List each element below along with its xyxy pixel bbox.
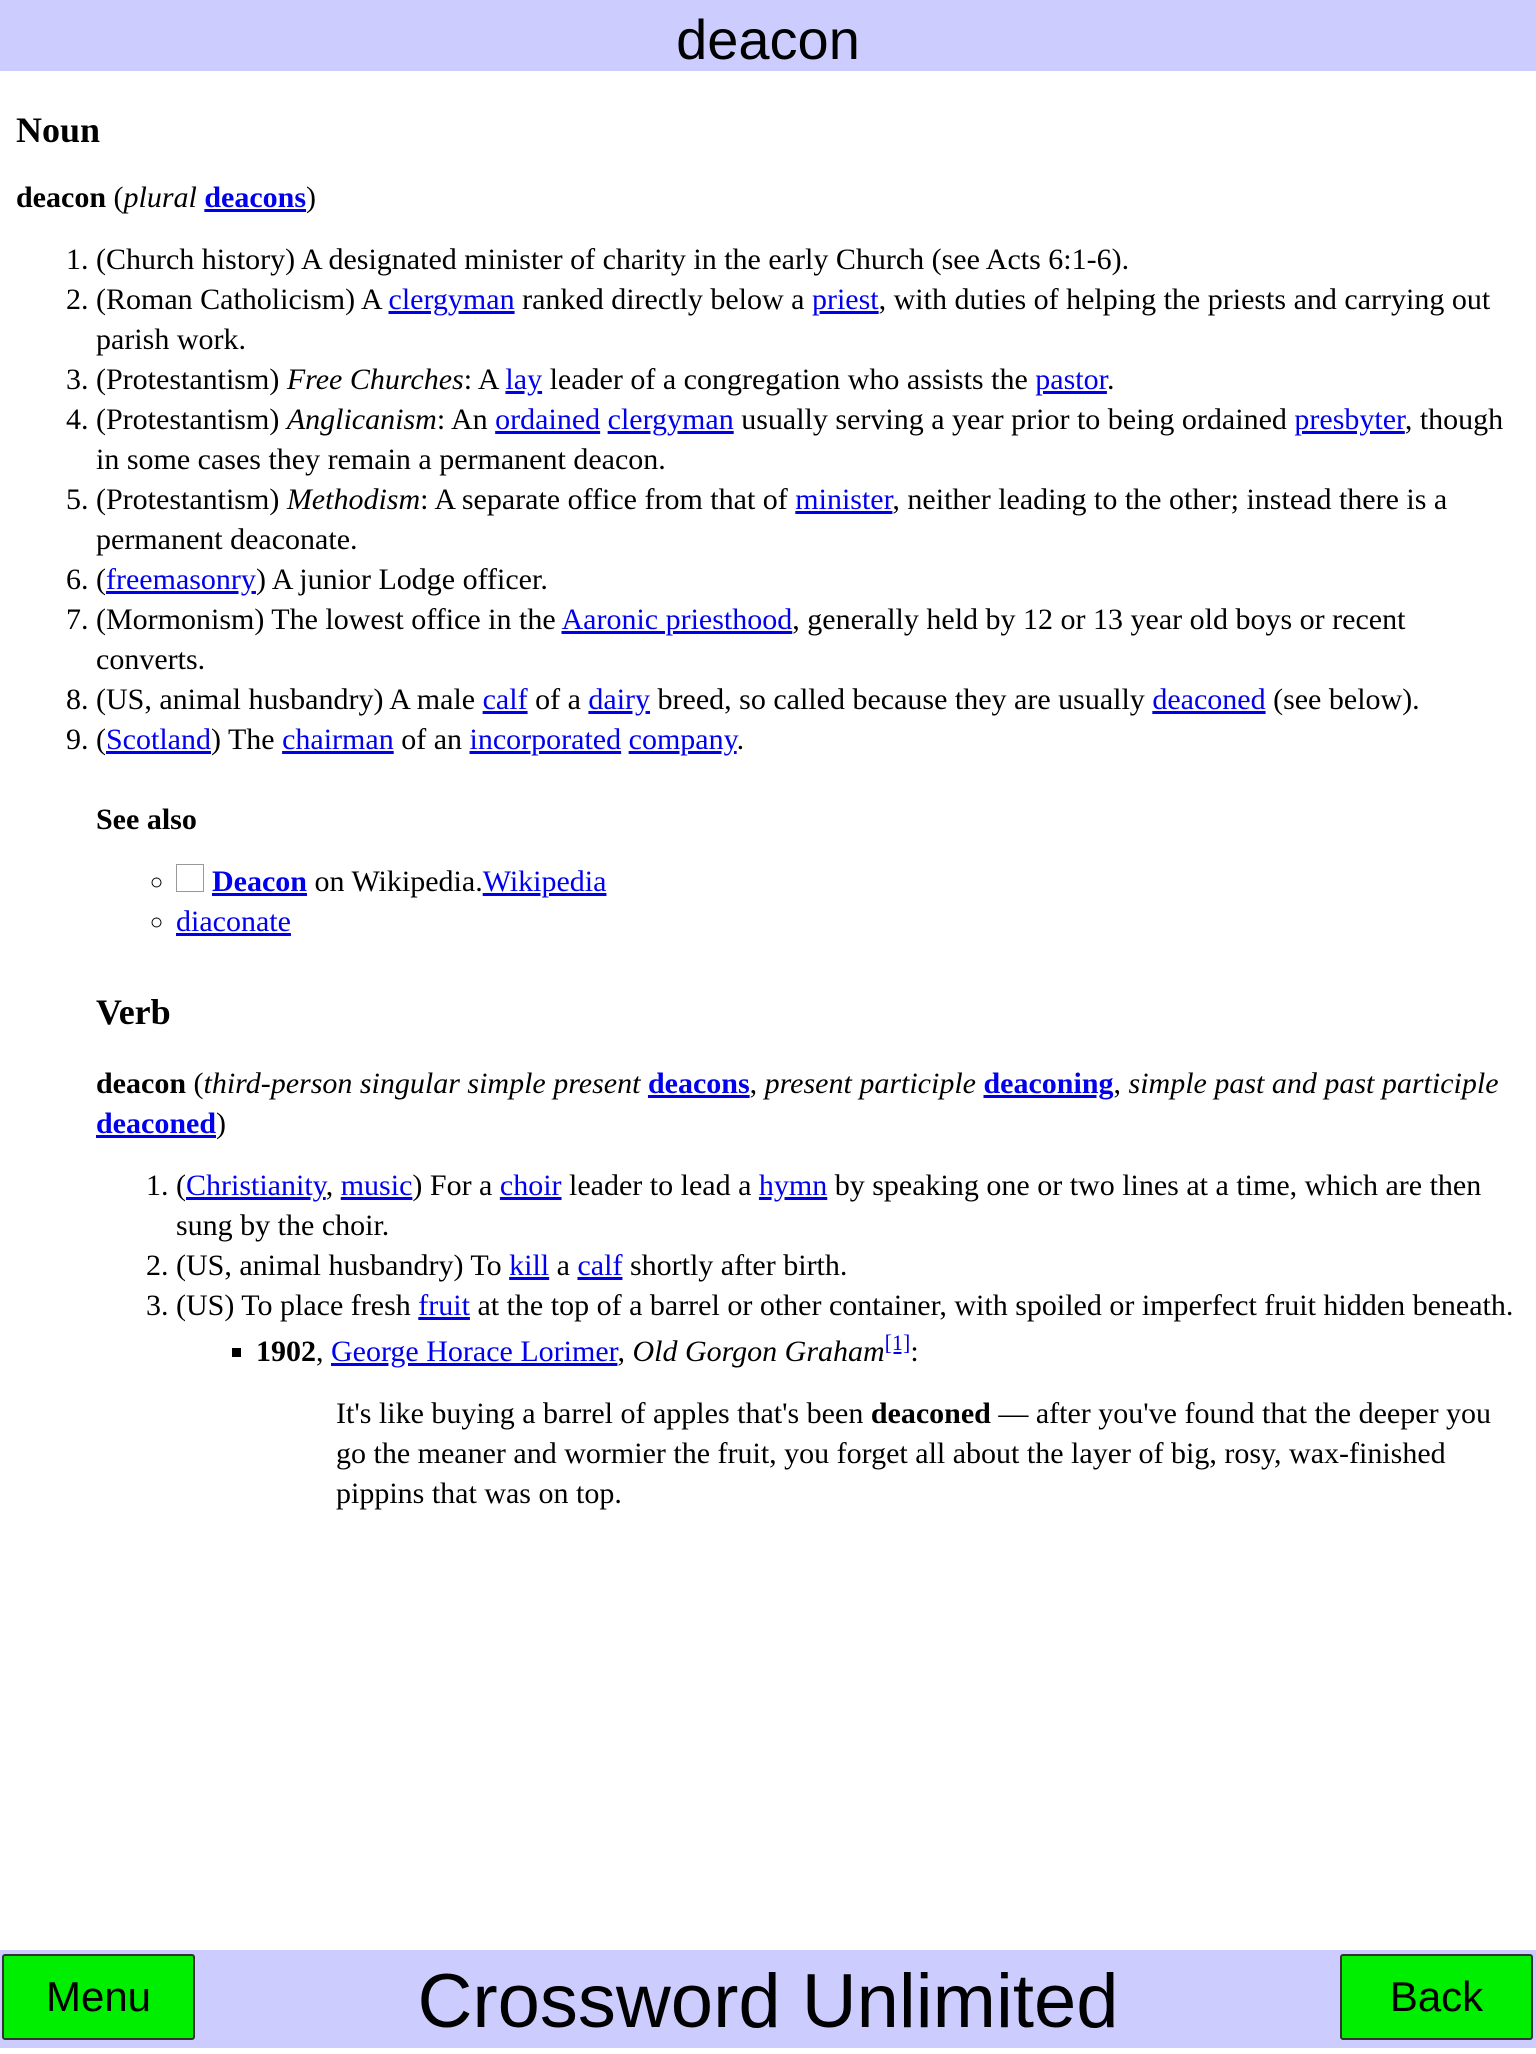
fruit-link[interactable]: fruit [418,1289,470,1322]
deaconed-link[interactable]: deaconed [1152,683,1266,716]
wikipedia-icon [176,864,204,892]
reference-link[interactable]: [1] [884,1330,911,1355]
calf-link[interactable]: calf [577,1249,623,1282]
verb-form-deaconed-link[interactable]: deaconed [96,1107,216,1140]
sense-item: 6. (freemasonry) A junior Lodge officer. [96,560,1521,600]
priest-link[interactable]: priest [811,283,879,316]
verb-headword: deacon [96,1067,186,1100]
sense-item: 1. (Church history) A designated minister of charity in the early Church (see Acts 6:1-6). [96,240,1521,280]
plural-label: plural [123,181,197,214]
domain-label: Methodism [286,483,421,516]
ordained-link[interactable]: ordained [495,403,601,436]
noun-heading: Noun [16,110,101,150]
verb-form-deacons-link[interactable]: deacons [647,1067,750,1100]
incorporated-link[interactable]: incorporated [469,723,622,756]
choir-link[interactable]: choir [499,1169,562,1202]
sense-item: 3. (US) To place fresh fruit at the top of a barrel or other container, with spoiled or imperfect fruit hidden beneath. ▪ 1902, George Horace Lorimer, Old Gorgon Graham[1]: It's like buying a barrel of apples that's been deaconed — after you've found that the deeper you go the meaner and wormier the fruit, you forget all about the layer of big, rosy, wax-finished pippins that was on top. [176,1286,1521,1514]
sense-item: 3. (Protestantism) Free Churches: A lay leader of a congregation who assists the pastor. [96,360,1521,400]
see-also-section [96,800,1521,1514]
verb-senses-list [96,1166,1521,1514]
sense-item: 1. (Christianity, music) For a choir leader to lead a hymn by speaking one or two lines at a time, which are then sung by the choir. [176,1166,1521,1246]
plural-link[interactable]: deacons [204,181,307,214]
company-link[interactable]: company [628,723,737,756]
back-button[interactable]: Back [1340,1954,1533,2040]
work-title: Old Gorgon Graham [632,1335,885,1368]
see-also-heading: See also [96,803,197,836]
aaronic-priesthood-link[interactable]: Aaronic priesthood [561,603,793,636]
pastor-link[interactable]: pastor [1035,363,1107,396]
chairman-link[interactable]: chairman [282,723,394,756]
sense-item: 5. (Protestantism) Methodism: A separate office from that of minister, neither leading to the other; instead there is a permanent deaconate. [96,480,1521,560]
presbyter-link[interactable]: presbyter [1294,403,1405,436]
quotation-list [176,1332,1521,1514]
kill-link[interactable]: kill [509,1249,550,1282]
scotland-link[interactable]: Scotland [106,723,211,756]
domain-label: Free Churches [286,363,464,396]
quote-year: 1902 [256,1335,316,1368]
quotation-citation: ▪ 1902, George Horace Lorimer, Old Gorgon Graham[1]: It's like buying a barrel of apples that's been deaconed — after you've found that the deeper you go the meaner and wormier the fruit, you forget all about the layer of big, rosy, wax-finished pippins that was on top. [256,1332,1521,1514]
sense-item: 4. (Protestantism) Anglicanism: An ordained clergyman usually serving a year prior to being ordained presbyter, though in some cases they remain a permanent deacon. [96,400,1521,480]
hymn-link[interactable]: hymn [758,1169,828,1202]
sense-item: 8. (US, animal husbandry) A male calf of a dairy breed, so called because they are usually deaconed (see below). [96,680,1521,720]
noun-senses-list [16,240,1521,760]
quotation-text: It's like buying a barrel of apples that's been deaconed — after you've found that the deeper you go the meaner and wormier the fruit, you forget all about the layer of big, rosy, wax-finished pippins that was on top. [336,1397,1492,1510]
clergyman-link[interactable]: clergyman [388,283,515,316]
definition-content [16,100,1521,1514]
diaconate-link[interactable]: diaconate [176,905,291,938]
christianity-link[interactable]: Christianity [186,1169,326,1202]
verb-heading: Verb [96,992,171,1032]
page-header [0,0,1536,71]
verb-form-deaconing-link[interactable]: deaconing [983,1067,1114,1100]
see-also-list [96,862,1521,942]
noun-headword: deacon [16,181,106,214]
sense-item: 7. (Mormonism) The lowest office in the Aaronic priesthood, generally held by 12 or 13 year old boys or recent converts. [96,600,1521,680]
list-item [176,902,1521,942]
sense-item: 2. (US, animal husbandry) To kill a calf shortly after birth. [176,1246,1521,1286]
sense-item: 2. (Roman Catholicism) A clergyman ranked directly below a priest, with duties of helping the priests and carrying out parish work. [96,280,1521,360]
clergyman-link[interactable]: clergyman [607,403,734,436]
music-link[interactable]: music [340,1169,413,1202]
noun-headword-line: deacon (plural deacons) [16,181,317,214]
menu-button[interactable]: Menu [2,1954,195,2040]
wikipedia-link[interactable]: Wikipedia [482,865,607,898]
sense-item: 9. (Scotland) The chairman of an incorporated company. [96,720,1521,760]
minister-link[interactable]: minister [795,483,893,516]
calf-link[interactable]: calf [482,683,528,716]
list-item [176,862,1521,902]
wikipedia-deacon-link[interactable]: Deacon [212,865,307,898]
freemasonry-link[interactable]: freemasonry [106,563,256,596]
app-brand: Crossword Unlimited [417,1959,1119,2044]
lay-link[interactable]: lay [505,363,543,396]
footer-bar [0,1950,1536,2048]
wikipedia-text: on Wikipedia. [306,865,483,898]
dairy-link[interactable]: dairy [588,683,651,716]
domain-label: Anglicanism [286,403,437,436]
verb-headword-line: deacon (third-person singular simple present deacons, present participle deaconing, simple past and past participle deaconed) [96,1067,1499,1140]
page-title: deacon [676,8,860,71]
author-link[interactable]: George Horace Lorimer [331,1335,618,1368]
